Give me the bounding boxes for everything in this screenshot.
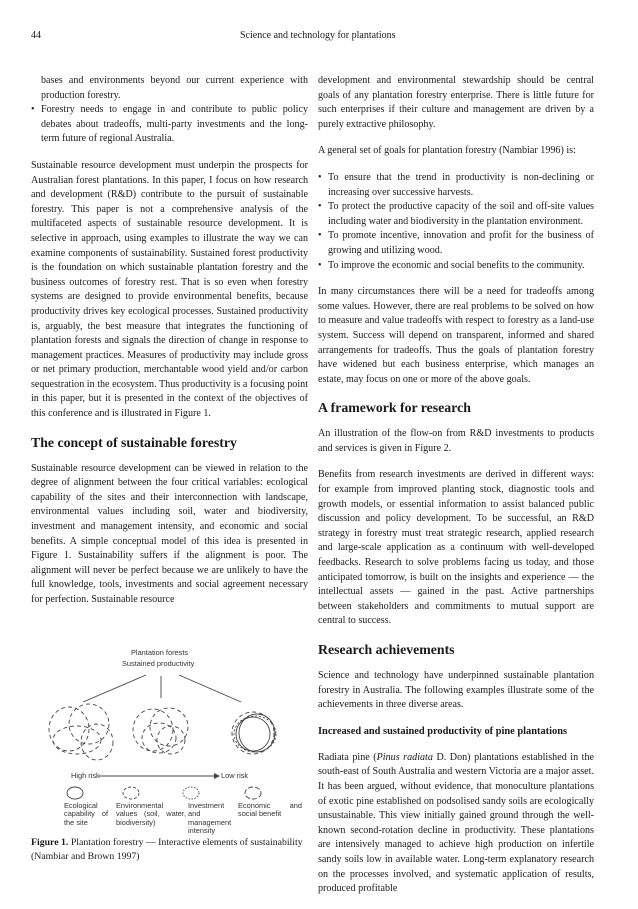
list-item: • To ensure that the trend in productivity is non-declining or increasing over successive harvests.: [318, 171, 594, 200]
low-risk-circles: [232, 712, 276, 754]
medium-risk-circles: [133, 708, 188, 754]
legend-label-environmental: Environmental values (soil, water, biodiversity): [116, 800, 186, 827]
paragraph: Benefits from research investments are derived in different ways: for example from improved planting stock, diagnostic tools and growth models, or essential information to assist balanced public discussion and policy development. To be successful, an R&D strategy in forestry must treat strategic research, applied research and large-scale application as a continuum with well-developed feedbacks. Research to solve problems facing us today, and those anticipated tomorrow, is built on the insights and experience — the intellectual assets — gained in the past. Active partnerships between stakeholders and commitments to mutual support are central to success.: [318, 469, 594, 627]
left-column: [31, 74, 308, 864]
figure-label-low-risk: Low risk: [221, 770, 249, 780]
legend-circle-environmental: [123, 787, 139, 799]
legend-circle-investment: [183, 787, 199, 799]
high-risk-circles: [49, 704, 113, 760]
legend-circle-economic: [245, 787, 261, 799]
legend-label-economic: Economic and social benefit: [238, 800, 302, 819]
species-name: Pinus radiata: [376, 751, 433, 763]
section-heading: The concept of sustainable forestry: [31, 434, 237, 450]
right-column: [318, 74, 594, 909]
section-heading: Research achievements: [318, 642, 455, 657]
caption-text: Plantation forestry — Interactive elements of sustainability (Nambiar and Brown 1997): [31, 836, 303, 862]
paragraph: Sustainable resource development must underpin the prospects for Australian forest plantations. In this paper, I focus on how research and development (R&D) contribute to the pursuit of sustainable forestry. This paper is not a comprehensive analysis of the multifaceted aspects of sustainable resource development. It is selective in approach, using examples to illustrate the way we can examine components of sustainability. Sustained forest productivity is the foundation on which sustainable plantation forestry and the business outcomes of forestry rest. That is so even when forestry systems are designed to provide environmental benefits, because productivity drives key ecological processes. Sustained productivity is, arguably, the best measure that integrates the functioning of plantation forests and signals the direction of change in response to management practices. Measures of productivity may include gross or net primary production, merchantable wood yield and/or carbon sequestration in the ecosystem. Thus productivity is a focusing point in this paper, but it is presented in the context of the objectives of this conference and is illustrated in Figure 1.: [31, 159, 308, 420]
list-item: • To promote incentive, innovation and profit for the business of growing and utilizing wood.: [318, 229, 594, 258]
list-item: bases and environments beyond our current experience with production forestry.: [41, 75, 308, 101]
figure-1: [31, 630, 308, 836]
legend-label-ecological: Ecological capability of the site: [64, 800, 108, 827]
list-item: • Forestry needs to engage in and contribute to public policy debates about tradeoffs, multi-party investments and the long-term future of regional Australia.: [31, 103, 308, 147]
subsection-heading: Increased and sustained productivity of pine plantations: [318, 725, 568, 737]
caption-label: Figure 1.: [31, 836, 69, 848]
paragraph: Science and technology have underpinned sustainable plantation forestry in Australia. The following examples illustrate some of the achievements in three diverse areas.: [318, 670, 594, 711]
paragraph: In many circumstances there will be a need for tradeoffs among some values. However, there are real problems to be solved on how to measure and value tradeoffs with respect to forestry as a land-use system. Success will depend on transparent, informed and shared arrangements for tradeoffs. Thus the goals of plantation forestry have widened but each business enterprise, which manages an estate, may focus on one or more of the above goals.: [318, 286, 594, 385]
paragraph: development and environmental stewardship should be central goals of any plantation forestry enterprise. There is little future for such enterprises if their culture and management are driven by a purely extractive philosophy.: [318, 75, 594, 130]
bullet-list: [31, 103, 308, 147]
paragraph: [318, 751, 594, 897]
section-heading: A framework for research: [318, 400, 471, 416]
figure-label-high-risk: High risk: [71, 770, 100, 780]
paragraph: A general set of goals for plantation forestry (Nambiar 1996) is:: [318, 145, 576, 157]
paragraph: Sustainable resource development can be viewed in relation to the degree of alignment between the four critical variables: ecological capability of the sites and their interconnection with landscape, environmental values including soil, water and biodiversity, investment and management intensity, and economic and social benefits. A simple conceptual model of this idea is presented in Figure 1. Sustainability suffers if the alignment is poor. The alignment will never be perfect because we are unlikely to have the full knowledge, tools, investments and social agreement necessary for perfection. Sustainable resource: [31, 462, 308, 605]
running-title: Science and technology for plantations: [240, 30, 396, 41]
figure-label-sustained-productivity: Sustained productivity: [122, 658, 195, 668]
page-number: 44: [31, 30, 41, 41]
legend-circle-ecological: [67, 787, 83, 799]
list-item: • To improve the economic and social benefits to the community.: [318, 259, 594, 274]
arrow-right: [179, 675, 241, 702]
paragraph: An illustration of the flow-on from R&D investments to products and services is given in Figure 2.: [318, 428, 594, 454]
legend-label-investment: Investment and management intensity: [188, 800, 232, 836]
text-run: D. Don) plantations established in the south-east of South Australia and western Victoria are a major asset. It has been argued, without evidence, that monoculture plantations of exotic pine established on podsolised sandy soils are ecologically unsustainable. This view initially gained ground through the well-known second-rotation decline in productivity. These plantations are intensively managed to achieve high production on infertile sandy soils low in available water. Long-term explanatory research on the processes involved, and systematic application of results, produced profitable: [318, 751, 594, 895]
bullet-list-continuation: [31, 74, 308, 103]
figure-1-caption: [31, 836, 308, 864]
list-item: • To protect the productive capacity of the soil and off-site values including water and biodiversity in the plantation environment.: [318, 200, 594, 229]
text-run: Radiata pine (: [318, 751, 377, 763]
figure-label-plantation-forests: Plantation forests: [131, 647, 189, 657]
arrow-left: [83, 675, 146, 702]
goals-list: [318, 171, 594, 273]
